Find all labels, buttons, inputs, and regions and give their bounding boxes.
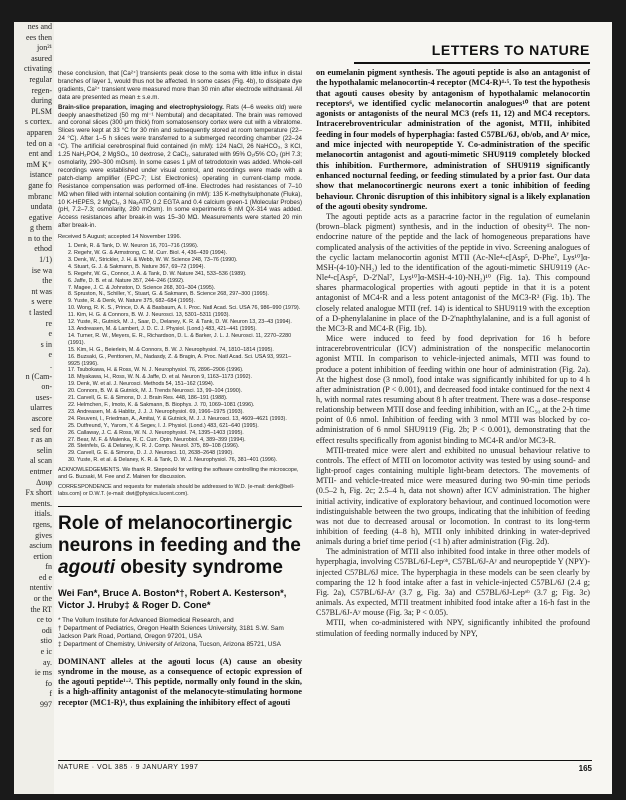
gutter-fragment: ted on a — [26, 138, 52, 148]
received-date: Received 5 August; accepted 14 November 1996. — [58, 234, 182, 241]
reference-item: 20. Connors, B. W. & Gutnick, M. J. Trends Neurosci. 13, 99–104 (1990). — [68, 388, 243, 395]
correspondence: CORRESPONDENCE and requests for materials should be addressed to W.D. (e-mail: denk@bell-labs.com) or D.W.T. (e-mail: dwt@physics.lucent.com). — [58, 483, 295, 497]
gutter-fragment: ertion — [33, 551, 52, 561]
reference-item: 13. Andreasen, M. & Lambert, J. D. C. J. Physiol. (Lond.) 483, 421–441 (1995). — [68, 326, 257, 332]
gutter-fragment: g them — [30, 223, 52, 233]
body-paragraph: The agouti peptide acts as a paracrine factor in the regulation of eumelanin (brown–black pigment) synthesis, and in the induction of obesity¹³. The non-endocrine nature of the peptide and the lack of homogeneous preparations have complicated analysis of the activities of the peptide in vivo. Screening analogues of the cyclic lactam melanocortin agonist MTII (Ac-Nle⁴-c[Asp⁵, D-Phe⁷, Lys¹⁰]α-MSH-(4-10)-NH₂) led to the identification of the agouti-mimetic SHU9119 (Ac-Nle⁴-c[Asp⁵, D-2'Nal⁷, Lys¹⁰]α-MSH-4-10)-NH₂)¹⁰ (Fig. 1a). This compound shares pharmacological properties with agouti peptide in that it is a potent antagonist of MC4-R and a less potent antagonist of the MC3-R² (Fig. 1b). The closely related analogue MTII (ref. 14) is identical to SHU9119 with the exception of a D-phenylalanine in place of the D-2'naphthylalanine, and is a full agonist of the MC3-R and MC4-R (Fig. 1b). — [316, 212, 590, 333]
body-paragraph: Mice were induced to feed by food deprivation for 16 h before intracerebroventricular (ICV) administration of the nonspecific melanocortin agonist MTII. In comparison to vehicle-injected animals, MTII was found to produce a potent inhibition of feeding within one hour of administration (Fig. 2a). At the highest dose (3 nmol), food intake was significantly inhibited for up to 4 h after administration (P < 0.001), and decreased food intake continued for the next 4 h, with normal rates resuming about 8 h after treatment. There was a dose–response relationship between MTII dose and feeding inhibition, with an IC₅₀ at the 2-h time point of 0.6 nmol. Inhibition of feeding with 3 nmol MTII was blocked by co-administration of 6 nmol SHU9119 (Fig. 2b; P < 0.001), demonstrating that the effect results specifically from agonist binding to MC4-R and/or MC3-R. — [316, 334, 590, 445]
article-divider — [58, 506, 302, 507]
gutter-fragment: nes and — [27, 22, 52, 31]
gutter-fragment: istance — [29, 170, 52, 180]
reference-item: 22. Helmchen, F., Imoto, K. & Sakmann, B. Biophys. J. 70, 1069–1081 (1996). — [68, 401, 255, 408]
reference-item: 25. Dutfreund, Y., Yarom, Y. & Segev, I. J. Physiol. (Lond.) 483, 621–640 (1995). — [68, 422, 259, 429]
journal-page — [14, 22, 612, 794]
gutter-fragment: entmer — [29, 466, 52, 476]
gutter-fragment: itials. — [34, 509, 52, 519]
body-paragraph: The administration of MTII also inhibited food intake in three other models of hyperphagia, involving C57BL/6J-Lepᵒᵇ, C57BL/6J-Aʸ and neuropeptide Y (NPY)-injected C57BL/6J mice. The hyperphagia in these models can be seen clearly by comparing the 12 h food intake after a fast in vehicle-injected C57BL/6J (2.4 g; Fig. 2a), C57BL/6J-Aʸ (3.7 g, Fig. 3a) and C57BL/6J-Lepᵒᵇ (3.7 g; Fig. 3c) animals. As expected, MTII treatment inhibited food intake after a 16-h fast in the C57BL/6J-Aʸ mouse (Fig. 3a; P < 0.05). — [316, 547, 590, 618]
reference-item: 27. Bear, M. F. & Malenka, R. C. Curr. Opin. Neurobiol. 4, 389–399 (1994). — [68, 436, 246, 443]
affiliation: † Department of Pediatrics, Oregon Health Sciences University, 3181 S.W. Sam Jackson Park Road, Portland, Oregon 97201, USA — [58, 624, 284, 640]
reference-item: 2. Regehr, W. G. & Armstrong, C. M. Curr. Biol. 4, 436–439 (1994). — [68, 250, 228, 257]
gutter-fragment: nt was — [31, 286, 52, 296]
gutter-fragment: regen- — [31, 85, 52, 95]
reference-item: 19. Denk, W. et al. J. Neurosci. Methods 54, 151–162 (1994). — [68, 381, 215, 388]
gutter-fragment: ascium — [29, 541, 52, 551]
left-column — [58, 70, 302, 708]
gutter-fragment: regular — [29, 74, 52, 84]
gutter-fragment: s in — [40, 339, 52, 349]
gutter-fragment: al scan — [30, 456, 52, 466]
methods-paragraph: these conclusion, that [Ca²⁺] transients peak close to the soma with little influx in distal branches of layer 1, would thus not be affected. In some cases (Fig. 4b), to dissipate dye gradients, Ca²⁺ transient were measured more than 30 min after electrode withdrawal. All data are presented as mean ± s.e.m. — [58, 70, 303, 101]
reference-item: 8. Spruston, N., Schiller, Y., Stuart, G. & Sakmann, B. Science 268, 297–300 (1995). — [68, 291, 269, 298]
gutter-fragment: 997 — [40, 700, 52, 709]
affiliation: ‡ Department of Chemistry, University of Arizona, Tucson, Arizona 85721, USA — [58, 640, 281, 648]
gutter-fragment: ees then — [26, 32, 52, 42]
reference-item: 26. Callaway, J. C. & Ross, W. N. J. Neurophysiol. 74, 1395–1403 (1995). — [68, 429, 244, 436]
gutter-fragment: fn — [45, 562, 52, 572]
gutter-fragment: egative — [28, 212, 52, 222]
reference-item: 14. Turner, R. W., Meyers, E. R., Richardson, D. L. & Barker, J. L. J. Neurosci. 11, 2270–2280 (1991). — [68, 332, 292, 346]
gutter-fragment: ise wa — [31, 265, 52, 275]
gutter-fragment: ularres — [30, 403, 52, 413]
gutter-fragment: ascore — [31, 413, 52, 423]
gutter-fragment: mbranc — [28, 191, 52, 201]
gutter-fragment: e — [48, 350, 52, 360]
reference-list — [58, 243, 302, 464]
abstract-continued: on eumelanin pigment synthesis. The agouti peptide is also an antagonist of the hypothalamic melanocortin-4 receptor (MC4-R)⁴·⁵. To test the hypothesis that agouti causes obesity by antagonism of hypothalamic melanocortin receptors⁶, we identified cyclic melanocortin analogues¹⁰ that are potent agonists or antagonists of the neural MC3 (refs 11, 12) and MC4 receptors. Intracerebroventricular administration of the agonist, MTII, inhibited feeding in four models of hyperphagia: fasted C57BL/6J, ob/ob, and Aʸ mice, and mice injected with neuropeptide Y. Co-administration of the specific melanocortin antagonist and agouti-mimetic SHU9119 completely blocked this inhibition. Furthermore, administration of SHU9119 significantly enhanced nocturnal feeding, or feeding stimulated by a prior fast. Our data show that melanocortinergic neurons exert a tonic inhibition of feeding behaviour. Chronic disruption of this inhibitory signal is a likely explanation of the agouti obesity syndrome. — [316, 68, 590, 211]
gutter-fragment: ent and — [28, 149, 52, 159]
article-body — [316, 212, 590, 639]
reference-item: 9. Yuste, R. & Denk, W. Nature 375, 682–684 (1995). — [68, 298, 195, 305]
gutter-fragment: apparen — [26, 127, 52, 137]
methods-text: Rats (4–6 weeks old) were deeply anaesthetized (50 mg ml⁻¹ Nembutal) and decapitated. The brain was removed and coronal slices (300 μm thick) from somatosensory cortex were cut with a vibratome. Slices were kept at 33 °C for 30 min and subsequently stored at room temperature (22–24 °C). After 1–5 h slices were transferred to a submerged recording chamber (22–24 °C). The artificial cerebrospinal fluid contained (in mM): 124 NaCl, 26 NaHCO₃, 3 KCl, 1.25 NaH₂PO4, 2 MgSO₄, 10 dextrose, 2 CaCl₂, saturated with 95% O₂/5% CO₂ (pH 7.3; osmolarity, 290–300 mOsm). In some cases 1 μM of tetrodotoxin was added. Whole-cell recordings were established under visual control, and recordings were made with a patch-clamp amplifier (EPC-7; List Electronics) operating in current-clamp mode. Resistance compensation was performed off-line. Electrodes had resistances of 7–10 MΩ when filled with internal solution containing (in mM): 135 K-methylsulphonate (Fluka), 10 K-HEPES, 2 MgCl₂, 3 Na₂ATP, 0.2 EGTA and 0.4 calcium green-1 (Molecular Probes) (pH, 7.2–7.3; osmolarity, 280 mOsm). In some experiments 6 nM QX-314 was added. Access resistances after break-in was 15–30 MΩ. Measurements were started 20 min after break-in. — [58, 103, 302, 230]
abstract-start: DOMINANT alleles at the agouti locus (A) cause an obesity syndrome in the mouse, as a consequence of ectopic expression of the agouti peptide¹·². This peptide, normally only found in the skin, is a high-affinity antagonist of the melanocyte-stimulating hormone receptor (MC1-R)³, thus explaining the inhibitory effect of agouti — [58, 656, 302, 707]
gutter-fragment: ments. — [30, 498, 52, 508]
reference-item: 29. Carvell, G. E. & Simons, D. J. J. Neurosci. 10, 2638–2648 (1990). — [68, 450, 234, 457]
affiliation: * The Vollum Institute for Advanced Biomedical Research, and — [58, 616, 234, 624]
reference-item: 18. Miyakawa, H., Ross, W. N. & Jaffe, D. et al. Neuron 9, 1163–1173 (1992). — [68, 374, 252, 381]
reference-item: 17. Tsubokawa, H. & Ross, W. N. J. Neurophysiol. 76, 2896–2906 (1996). — [68, 367, 244, 374]
reference-item: 5. Regehr, W. G., Connor, J. A. & Tank, D. W. Nature 341, 533–536 (1989). — [68, 270, 247, 277]
methods-section — [58, 70, 302, 230]
gutter-fragment: ie ms — [34, 668, 52, 678]
reference-item: 10. Wong, R. K. S., Prince, D. A. & Basbaum, A. I. Proc. Natl Acad. Sci. USA 76, 986–990 (1979). — [68, 305, 301, 312]
gutter-fragment: asured — [31, 53, 52, 63]
right-column — [316, 68, 590, 639]
reference-item: 23. Andreasen, M. & Hablitz, J. J. J. Neurophysiol. 69, 1966–1975 (1993). — [68, 408, 244, 415]
gutter-fragment: the — [42, 276, 52, 286]
reference-item: 24. Reuveni, I., Friedman, A., Amitai, Y. & Gutnick, M. J. J. Neurosci. 13, 4609–4621 (1993). — [68, 415, 287, 422]
page-footer — [58, 760, 592, 775]
gutter-fragment: gives — [35, 530, 52, 540]
gutter-fragment: f — [49, 689, 52, 699]
gutter-fragment: Fx short — [25, 488, 52, 498]
body-paragraph: MTII-treated mice were alert and exhibited no unusual behaviour relative to controls. The effect of MTII on locomotor activity was tested by using sound- and light-proof cages containing multiple light-beam detectors. The movements of MTII- and vehicle-treated mice were measured during two 90-min time periods (0.5–2 h, Fig. 2c; 2.5–4 h, data not shown) after ICV administration. The higher initial activity, indicative of exploratory behaviour, and continued locomotion were indistinguishable between the two groups, indicating that the inhibition of feeding was not due to decreased arousal or locomotion. In contrast to its long-term inhibition of feeding (4–8 h), MTII only inhibited drinking in water-deprived animals during a brief time period (<1 h) after administration (Fig. 2d). — [316, 445, 590, 547]
gutter-fragment: t lasted — [29, 308, 52, 318]
body-paragraph: MTII, when co-administered with NPY, significantly inhibited the profound stimulation of feeding normally induced by NPY, — [316, 618, 590, 638]
gutter-fragment: 1/1) — [39, 255, 52, 265]
gutter-fragment: odi — [41, 625, 52, 635]
reference-item: 12. Yuste, R., Gutnick, M. J., Saar, D., Delaney, K. R. & Tank, D. W. Neuron 13, 23–43 (1994). — [68, 319, 292, 326]
gutter-fragment: ay. — [42, 657, 52, 667]
gutter-fragment: s cortex. — [24, 117, 52, 127]
gutter-fragment: ntentiv — [29, 583, 52, 593]
reference-item: 30. Yuste, R. et al. & Delaney, K. R. & Tank, D. W. J. Neurophysiol. 76, 381–401 (1996). — [68, 457, 278, 464]
gutter-fragment: sed for — [30, 424, 52, 434]
journal-citation: NATURE · VOL 385 · 9 JANUARY 1997 — [58, 764, 199, 771]
gutter-fragment: jon²¹ — [36, 43, 52, 53]
page-number: 165 — [578, 764, 592, 773]
gutter-fragment: ethod — [34, 244, 52, 254]
reference-item: 11. Kim, H. G. & Connors, B. W. J. Neurosci. 13, 5301–5311 (1993). — [68, 312, 230, 319]
methods-paragraph — [58, 104, 302, 231]
gutter-fragment: stio — [40, 636, 52, 646]
gutter-fragment: re — [45, 318, 52, 328]
gutter-fragment: gane fo — [28, 180, 52, 190]
author-list: Wei Fan*, Bruce A. Boston*†, Robert A. Kesterson*, Victor J. Hruby‡ & Roger D. Cone* — [58, 586, 287, 610]
gutter-fragment: ce to — [36, 615, 52, 625]
reference-item: 21. Carvell, G. E. & Simons, D. J. Brain Res. 448, 186–191 (1988). — [68, 395, 228, 402]
reference-item: 7. Magee, J. C. & Johnston, D. Science 268, 301–304 (1995). — [68, 284, 216, 291]
reference-item: 15. Kim, H. G., Beierlein, M. & Connors, B. W. J. Neurophysiol. 74, 1810–1814 (1995). — [68, 346, 274, 353]
reference-item: 1. Denk, R. & Tank, D. W. Neuron 16, 701–716 (1996). — [68, 243, 199, 250]
gutter-fragment: Δυιφ — [36, 477, 52, 487]
section-title: LETTERS TO NATURE — [431, 42, 590, 58]
reference-item: 16. Buzsaki, G., Penttonen, M., Nadasdy, Z. & Bragin, A. Proc. Natl Acad. Sci. USA 93, 9921–9925 (1996). — [68, 353, 292, 367]
gutter-fragment: s were — [31, 297, 52, 307]
affiliations — [58, 617, 302, 649]
references-section — [58, 234, 302, 498]
title-text: Role of melanocortinergic neurons in feeding and the — [58, 512, 301, 556]
gutter-fragment: mM K⁺ — [26, 159, 52, 169]
gutter-fragment: or the — [33, 594, 52, 604]
adjacent-page-edge — [14, 22, 54, 794]
gutter-fragment: r as an — [31, 435, 52, 445]
reference-item: 3. Denk, W., Strickler, J. H. & Webb, W. W. Science 248, 73–76 (1990). — [68, 256, 238, 263]
gutter-fragment: undata — [30, 202, 52, 212]
gutter-fragment: selin — [36, 445, 52, 455]
gutter-fragment: on- — [41, 382, 52, 392]
gutter-fragment: ed e — [38, 572, 52, 582]
methods-subheading: Brain-slice preparation, imaging and electrophysiology. — [58, 103, 224, 111]
gutter-fragment: e — [48, 329, 52, 339]
reference-item: 4. Stuart, G. J. & Sakmann, B. Nature 367, 69–72 (1994). — [68, 263, 205, 270]
gutter-fragment: fo — [45, 678, 52, 688]
gutter-fragment: uses- — [35, 392, 52, 402]
gutter-fragment: n to the — [28, 233, 52, 243]
gutter-fragment: rgens, — [32, 519, 52, 529]
gutter-fragment: ctivating — [24, 64, 52, 74]
gutter-fragment: . — [50, 361, 52, 370]
title-text-end: obesity syndrome — [115, 556, 283, 578]
gutter-fragment: PLSM — [31, 106, 52, 116]
reference-item: 6. Jaffe, D. B. et al. Nature 357, 244–246 (1992). — [68, 277, 185, 284]
gutter-fragment: during — [31, 96, 52, 106]
reference-item: 28. Steinfels, G. & Delaney, K. R. J. Comp. Neurol. 375, 89–108 (1996). — [68, 443, 240, 450]
gutter-fragment: n (Cam- — [25, 371, 52, 381]
acknowledgements: ACKNOWLEDGEMENTS. We thank R. Stepnoski for writing the software controlling the microscope, and G. Buzsaki, M. Fee and Z. Mainen for discussion. — [58, 467, 299, 481]
section-header — [354, 40, 590, 64]
article-title — [58, 513, 302, 579]
gutter-fragment: e ic — [40, 647, 52, 657]
title-gene: agouti — [58, 556, 115, 578]
gutter-fragment: the RT — [30, 604, 52, 614]
